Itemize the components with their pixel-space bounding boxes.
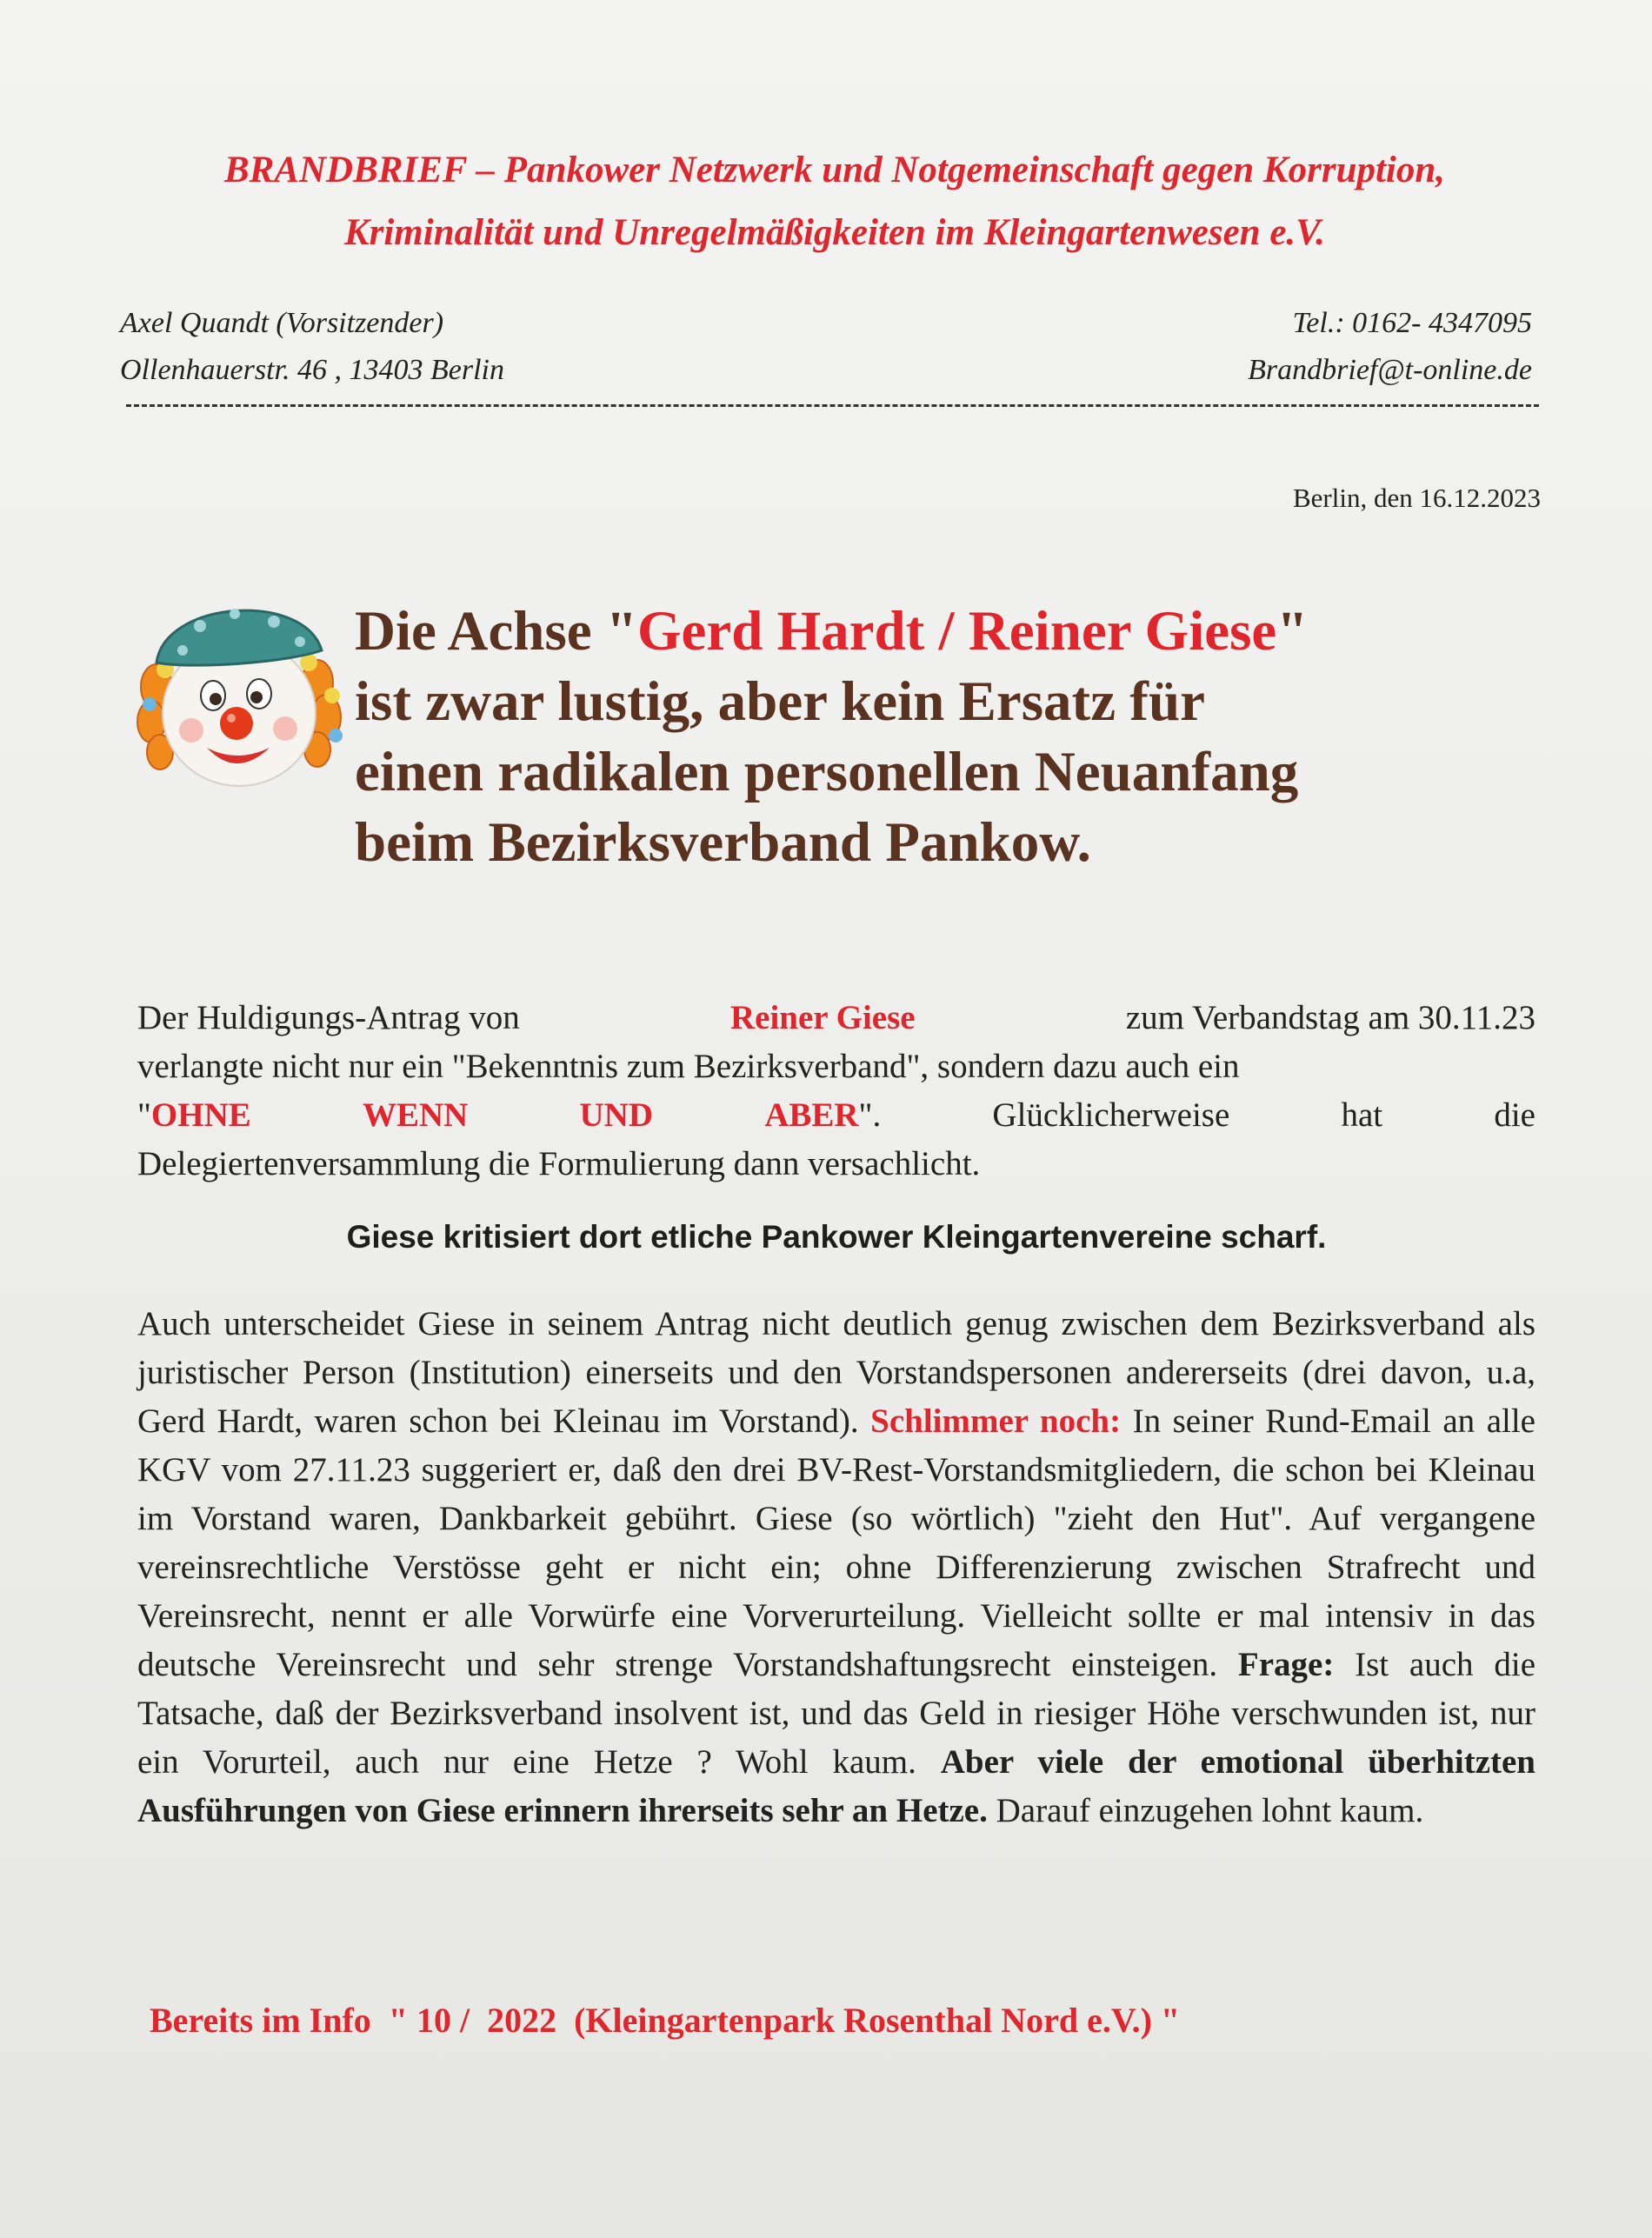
main-paragraph: Auch unterscheidet Giese in seinem Antrag nicht deutlich genug zwischen dem Bezirksverband als juristischer Person (Institution) einerseits und den Vorstandspersonen andererseits (drei davon, u.a, Gerd Hardt, waren schon bei Kleinau im Vorstand). Schlimmer noch: In seiner Rund-Email an alle KGV vom 27.11.23 suggeriert er, daß den drei BV-Rest-Vorstandsmitgliedern, die schon bei Kleinau im Vorstand waren, Dankbarkeit gebührt. Giese (so wörtlich) "zieht den Hut". Auf vergangene vereinsrechtliche Verstösse geht er nicht ein; ohne Differenzierung zwischen Strafrecht und Vereinsrecht, nennt er alle Vorwürfe eine Vorverurteilung. Vielleicht sollte er mal intensiv in das deutsche Vereinsrecht und sehr strenge Vorstandshaftungsrecht einsteigen. Frage: Ist auch die Tatsache, daß der Bezirksverband insolvent ist, und das Geld in riesiger Höhe verschwunden ist, nur ein Vorurteil, auch nur eine Hetze ? Wohl kaum. Aber viele der emotional überhitzten Ausführungen von Giese erinnern ihrerseits sehr an Hetze. Darauf einzugehen lohnt kaum. bbox=[137, 1305, 1535, 1829]
section-subheading: Giese kritisiert dort etliche Pankower Kleingartenvereine scharf. bbox=[346, 1219, 1327, 1255]
headline-line4: beim Bezirksverband Pankow. bbox=[355, 811, 1091, 874]
dashed-divider bbox=[126, 404, 1539, 407]
name-reiner-giese: Reiner Giese bbox=[729, 999, 916, 1036]
org-title-line2: Kriminalität und Unregelmäßigkeiten im Kleingartenwesen e.V. bbox=[343, 212, 1326, 253]
headline-line3: einen radikalen personellen Neuanfang bbox=[355, 741, 1299, 803]
intro-paragraph bbox=[137, 994, 1535, 1189]
para1-line4: Delegiertenversammlung die Formulierung dann versachlicht. bbox=[137, 1145, 981, 1182]
sender-address-block bbox=[120, 300, 504, 394]
para1-line2: verlangte nicht nur ein "Bekenntnis zum Bezirksverband", sondern dazu auch ein bbox=[137, 1048, 1240, 1085]
org-title-line1: BRANDBRIEF – Pankower Netzwerk und Notgemeinschaft gegen Korruption, bbox=[223, 150, 1446, 190]
para1-line3: "OHNE WENN UND ABER". Glücklicherweise hat die bbox=[137, 1096, 1535, 1134]
para1-line1: Der Huldigungs-Antrag von Reiner Giese zum Verbandstag am 30.11.23 bbox=[137, 994, 1535, 1042]
clown-face-icon bbox=[130, 583, 348, 791]
organization-title bbox=[130, 139, 1539, 264]
sender-phone: Tel.: 0162- 4347095 bbox=[1292, 307, 1532, 339]
headline bbox=[355, 596, 1555, 878]
sender-name: Axel Quandt (Vorsitzender) bbox=[120, 307, 444, 339]
headline-names: Gerd Hardt / Reiner Giese bbox=[636, 600, 1277, 663]
sender-email: Brandbrief@t-online.de bbox=[1248, 354, 1532, 386]
headline-line1: Die Achse "Gerd Hardt / Reiner Giese" bbox=[355, 600, 1309, 663]
sender-contact-block bbox=[1248, 300, 1532, 394]
headline-line2: ist zwar lustig, aber kein Ersatz für bbox=[355, 670, 1205, 733]
highlight-hetze: Aber viele der emotional überhitzten Ausführungen von Giese erinnern ihrerseits sehr an Hetze. bbox=[137, 1743, 1535, 1829]
sender-street: Ollenhauerstr. 46 , 13403 Berlin bbox=[120, 354, 504, 386]
highlight-schlimmer-noch: Schlimmer noch: bbox=[870, 1402, 1122, 1440]
footer-reference: Bereits im Info " 10 / 2022 (Kleingartenpark Rosenthal Nord e.V.) " bbox=[150, 2001, 1181, 2040]
letter-date: Berlin, den 16.12.2023 bbox=[1293, 483, 1541, 513]
highlight-frage: Frage: bbox=[1237, 1646, 1335, 1683]
